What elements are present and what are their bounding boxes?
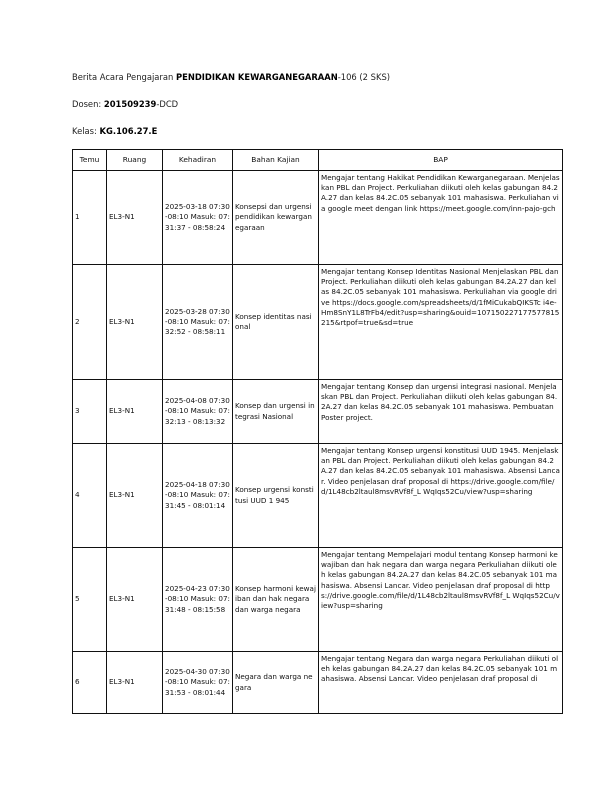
dosen-id: 201509239: [103, 99, 157, 109]
column-header-ruang: Ruang: [107, 150, 163, 171]
cell-kehadiran: 2025-04-08 07:30-08:10 Masuk: 07:32:13 - 08:13:32: [163, 380, 233, 444]
table-row: [73, 171, 563, 265]
table-row: [73, 265, 563, 380]
kelas-label: Kelas:: [72, 126, 100, 136]
table-header-row: [73, 150, 563, 171]
cell-ruang: EL3-N1: [107, 265, 163, 380]
column-header-bahan-kajian: Bahan Kajian: [233, 150, 319, 171]
column-header-bap: BAP: [319, 150, 563, 171]
cell-bap: Mengajar tentang Hakikat Pendidikan Kewarganegaraan. Menjelaskan PBL dan Project. Perkuliahan diikuti oleh kelas gabungan 84.2A.27 dan kelas 84.2C.05 sebanyak 101 mahasiswa. Perkuliahan via google meet dengan link https://meet.google.com/inn-pajo-gch: [319, 171, 563, 265]
cell-bap: Mengajar tentang Konsep Identitas Nasional Menjelaskan PBL dan Project. Perkuliahan diikuti oleh kelas gabungan 84.2A.27 dan kelas 84.2C.05 sebanyak 101 mahasiswa. Perkuliahan via google drive https://docs.google.com/spreadsheets/d/1fMiCukabQIKSTc i4e-Hm8SnY1L8TrFb4/edit?usp=sharing&ouid=107150227177577815215&rtpof=true&sd=true: [319, 265, 563, 380]
cell-bahan-kajian: Konsep identitas nasional: [233, 265, 319, 380]
cell-kehadiran: 2025-03-28 07:30-08:10 Masuk: 07:32:52 - 08:58:11: [163, 265, 233, 380]
cell-temu: 1: [73, 171, 107, 265]
bap-table: [72, 149, 563, 714]
dosen-line: [72, 99, 178, 109]
cell-bap: Mengajar tentang Mempelajari modul tentang Konsep harmoni kewajiban dan hak negara dan warga negara Perkuliahan diikuti oleh kelas gabungan 84.2A.27 dan kelas 84.2C.05 sebanyak 101 mahasiswa. Absensi Lancar. Video penjelasan draf proposal di https://drive.google.com/file/d/1L48cb2ltaul8msvRVf8f_L WqIqs52Cu/view?usp=sharing: [319, 548, 563, 652]
title-prefix: Berita Acara Pengajaran: [72, 72, 176, 82]
cell-bahan-kajian: Negara dan warga negara: [233, 652, 319, 714]
cell-bahan-kajian: Konsep urgensi konstitusi UUD 1 945: [233, 444, 319, 548]
cell-bap: Mengajar tentang Negara dan warga negara Perkuliahan diikuti oleh kelas gabungan 84.2A.27 dan kelas 84.2C.05 sebanyak 101 mahasiswa. Absensi Lancar. Video penjelasan draf proposal di: [319, 652, 563, 714]
cell-kehadiran: 2025-04-23 07:30-08:10 Masuk: 07:31:48 - 08:15:58: [163, 548, 233, 652]
course-suffix: -106 (2 SKS): [337, 72, 391, 82]
cell-kehadiran: 2025-04-30 07:30-08:10 Masuk: 07:31:53 - 08:01:44: [163, 652, 233, 714]
cell-ruang: EL3-N1: [107, 171, 163, 265]
cell-bap: Mengajar tentang Konsep urgensi konstitusi UUD 1945. Menjelaskan PBL dan Project. Perkuliahan diikuti oleh kelas gabungan 84.2A.27 dan kelas 84.2C.05 sebanyak 101 mahasiswa. Absensi Lancar. Video penjelasan draf proposal di https://drive.google.com/file/d/1L48cb2ltaul8msvRVf8f_L WqIqs52Cu/view?usp=sharing: [319, 444, 563, 548]
dosen-label: Dosen:: [72, 99, 104, 109]
column-header-temu: Temu: [73, 150, 107, 171]
cell-ruang: EL3-N1: [107, 380, 163, 444]
cell-ruang: EL3-N1: [107, 548, 163, 652]
table-row: [73, 380, 563, 444]
cell-ruang: EL3-N1: [107, 652, 163, 714]
table-row: [73, 548, 563, 652]
cell-kehadiran: 2025-03-18 07:30-08:10 Masuk: 07:31:37 - 08:58:24: [163, 171, 233, 265]
course-name: PENDIDIKAN KEWARGANEGARAAN: [175, 72, 338, 82]
cell-bahan-kajian: Konsepsi dan urgensi pendidikan kewarganegaraan: [233, 171, 319, 265]
cell-temu: 6: [73, 652, 107, 714]
cell-ruang: EL3-N1: [107, 444, 163, 548]
cell-temu: 3: [73, 380, 107, 444]
cell-bap: Mengajar tentang Konsep dan urgensi integrasi nasional. Menjelaskan PBL dan Project. Perkuliahan diikuti oleh kelas gabungan 84.2A.27 dan kelas 84.2C.05 sebanyak 101 mahasiswa. Pembuatan Poster project.: [319, 380, 563, 444]
table-row: [73, 652, 563, 714]
cell-kehadiran: 2025-04-18 07:30-08:10 Masuk: 07:31:45 - 08:01:14: [163, 444, 233, 548]
cell-bahan-kajian: Konsep harmoni kewajiban dan hak negara dan warga negara: [233, 548, 319, 652]
kelas-line: [72, 126, 157, 136]
cell-temu: 4: [73, 444, 107, 548]
dosen-suffix: -DCD: [156, 99, 179, 109]
kelas-value: KG.106.27.E: [99, 126, 158, 136]
cell-temu: 2: [73, 265, 107, 380]
cell-bahan-kajian: Konsep dan urgensi integrasi Nasional: [233, 380, 319, 444]
document-title: [72, 72, 390, 82]
table-row: [73, 444, 563, 548]
cell-temu: 5: [73, 548, 107, 652]
column-header-kehadiran: Kehadiran: [163, 150, 233, 171]
